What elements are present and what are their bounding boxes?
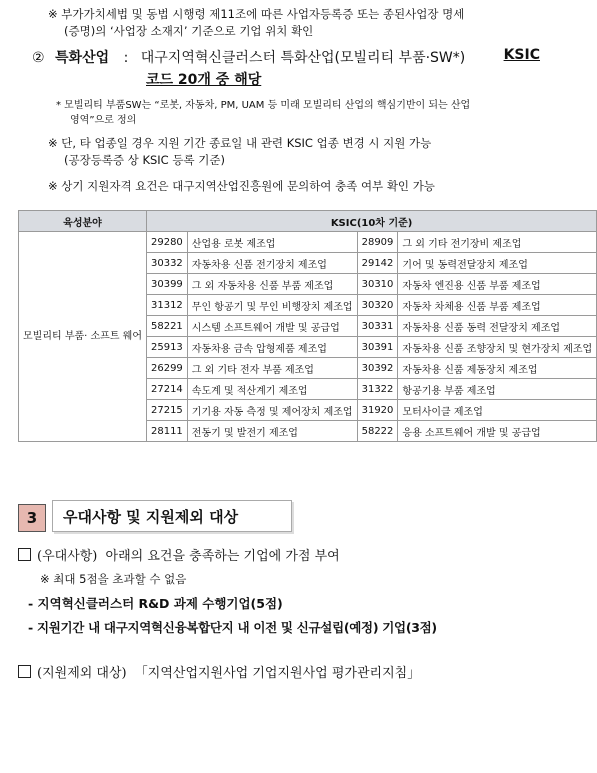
ksic-name: 속도계 및 적산계기 제조업 xyxy=(187,379,357,400)
field-name-cell: 모빌리티 부품· 소프트 웨어 xyxy=(19,232,147,442)
ksic-table-header-row xyxy=(19,211,597,232)
ksic-code: 28111 xyxy=(146,421,187,442)
ksic-name: 자동차용 신품 조향장치 및 현가장치 제조업 xyxy=(398,337,597,358)
ksic-name: 자동차용 신품 전기장치 제조업 xyxy=(187,253,357,274)
location-note-line1: ※ 부가가치세법 및 동법 시행령 제11조에 따른 사업자등록증 또는 종된사업장 명세 xyxy=(48,7,465,21)
ksic-code: 25913 xyxy=(146,337,187,358)
preference-item-relocation: - 지원기간 내 대구지역혁신융복합단지 내 이전 및 신규설립(예정) 기업(3점) xyxy=(28,620,437,635)
ksic-code: 31322 xyxy=(357,379,398,400)
ksic-code: 28909 xyxy=(357,232,398,253)
preference-line xyxy=(18,545,340,564)
section2-label: 특화산업 xyxy=(55,50,110,66)
ksic-code: 58222 xyxy=(357,421,398,442)
ksic-code: 29142 xyxy=(357,253,398,274)
ksic-name: 산업용 로봇 제조업 xyxy=(187,232,357,253)
section3-number: 3 xyxy=(18,504,46,532)
exclusion-text: 「지역산업지원사업 기업지원사업 평가관리지침」 xyxy=(134,666,421,681)
ksic-name: 전동기 및 발전기 제조업 xyxy=(187,421,357,442)
ksic-table xyxy=(18,210,597,442)
ksic-code: 31920 xyxy=(357,400,398,421)
ksic-name: 자동차 엔진용 신품 부품 제조업 xyxy=(398,274,597,295)
ksic-name: 항공기용 부품 제조업 xyxy=(398,379,597,400)
ksic-name: 자동차 차체용 신품 부품 제조업 xyxy=(398,295,597,316)
ksic-name: 자동차용 신품 제동장치 제조업 xyxy=(398,358,597,379)
ksic-code: 26299 xyxy=(146,358,187,379)
location-note-line2: (증명)의 ‘사업장 소재지’ 기준으로 기업 위치 확인 xyxy=(64,24,314,38)
ksic-code: 58221 xyxy=(146,316,187,337)
ksic-name: 그 외 기타 전자 부품 제조업 xyxy=(187,358,357,379)
header-ksic: KSIC(10차 기준) xyxy=(146,211,596,232)
section2-desc: 대구지역혁신클러스터 특화산업(모빌리티 부품·SW*) xyxy=(140,50,466,66)
ksic-name: 기기용 자동 측정 및 제어장치 제조업 xyxy=(187,400,357,421)
ksic-code: 30332 xyxy=(146,253,187,274)
ksic-code: 29280 xyxy=(146,232,187,253)
ksic-name: 기어 및 동력전달장치 제조업 xyxy=(398,253,597,274)
mobility-footnote-line1: * 모빌리티 부품SW는 “로봇, 자동차, PM, UAM 등 미래 모빌리티 산업의 핵심기반이 되는 산업 xyxy=(56,100,471,111)
section2-ksic: KSIC xyxy=(503,47,540,63)
section2-colon: : xyxy=(123,50,129,66)
ksic-code: 30391 xyxy=(357,337,398,358)
section2-desc-line2: 코드 20개 중 해당 xyxy=(146,72,262,88)
preference-text: 아래의 요건을 충족하는 기업에 가점 부여 xyxy=(105,549,340,564)
ksic-code: 30331 xyxy=(357,316,398,337)
preference-note: ※ 최대 5점을 초과할 수 없음 xyxy=(40,572,187,586)
preference-label: (우대사항) xyxy=(37,549,98,564)
table-row xyxy=(19,232,597,253)
checkbox-square-icon xyxy=(18,548,31,561)
preference-item-rnd: - 지역혁신클러스터 R&D 과제 수행기업(5점) xyxy=(28,596,283,611)
ksic-code: 27214 xyxy=(146,379,187,400)
ksic-code: 30320 xyxy=(357,295,398,316)
eligibility-inquiry-note: ※ 상기 지원자격 요건은 대구지역산업진흥원에 문의하여 충족 여부 확인 가능 xyxy=(48,179,435,193)
ksic-name: 무인 항공기 및 무인 비행장치 제조업 xyxy=(187,295,357,316)
section3-title: 우대사항 및 지원제외 대상 xyxy=(52,500,292,532)
mobility-footnote-line2: 영역”으로 정의 xyxy=(70,115,137,126)
specialized-industry-heading xyxy=(32,47,552,67)
ksic-name: 그 외 기타 전기장비 제조업 xyxy=(398,232,597,253)
ksic-code: 27215 xyxy=(146,400,187,421)
ksic-code: 30392 xyxy=(357,358,398,379)
ksic-name: 시스템 소프트웨어 개발 및 공급업 xyxy=(187,316,357,337)
ksic-code: 30399 xyxy=(146,274,187,295)
ksic-name: 모터사이클 제조업 xyxy=(398,400,597,421)
ksic-change-note-line1: ※ 단, 타 업종일 경우 지원 기간 종료일 내 관련 KSIC 업종 변경 시 지원 가능 xyxy=(48,136,432,150)
ksic-name: 응용 소프트웨어 개발 및 공급업 xyxy=(398,421,597,442)
checkbox-square-icon xyxy=(18,665,31,678)
section2-number: ② xyxy=(32,50,45,66)
ksic-change-note-line2: (공장등록증 상 KSIC 등록 기준) xyxy=(64,153,225,167)
exclusion-label: (지원제외 대상) xyxy=(37,666,127,681)
exclusion-line xyxy=(18,662,420,681)
ksic-code: 31312 xyxy=(146,295,187,316)
ksic-name: 그 외 자동차용 신품 부품 제조업 xyxy=(187,274,357,295)
ksic-name: 자동차용 금속 압형제품 제조업 xyxy=(187,337,357,358)
ksic-code: 30310 xyxy=(357,274,398,295)
ksic-name: 자동차용 신품 동력 전달장치 제조업 xyxy=(398,316,597,337)
header-field: 육성분야 xyxy=(19,211,147,232)
